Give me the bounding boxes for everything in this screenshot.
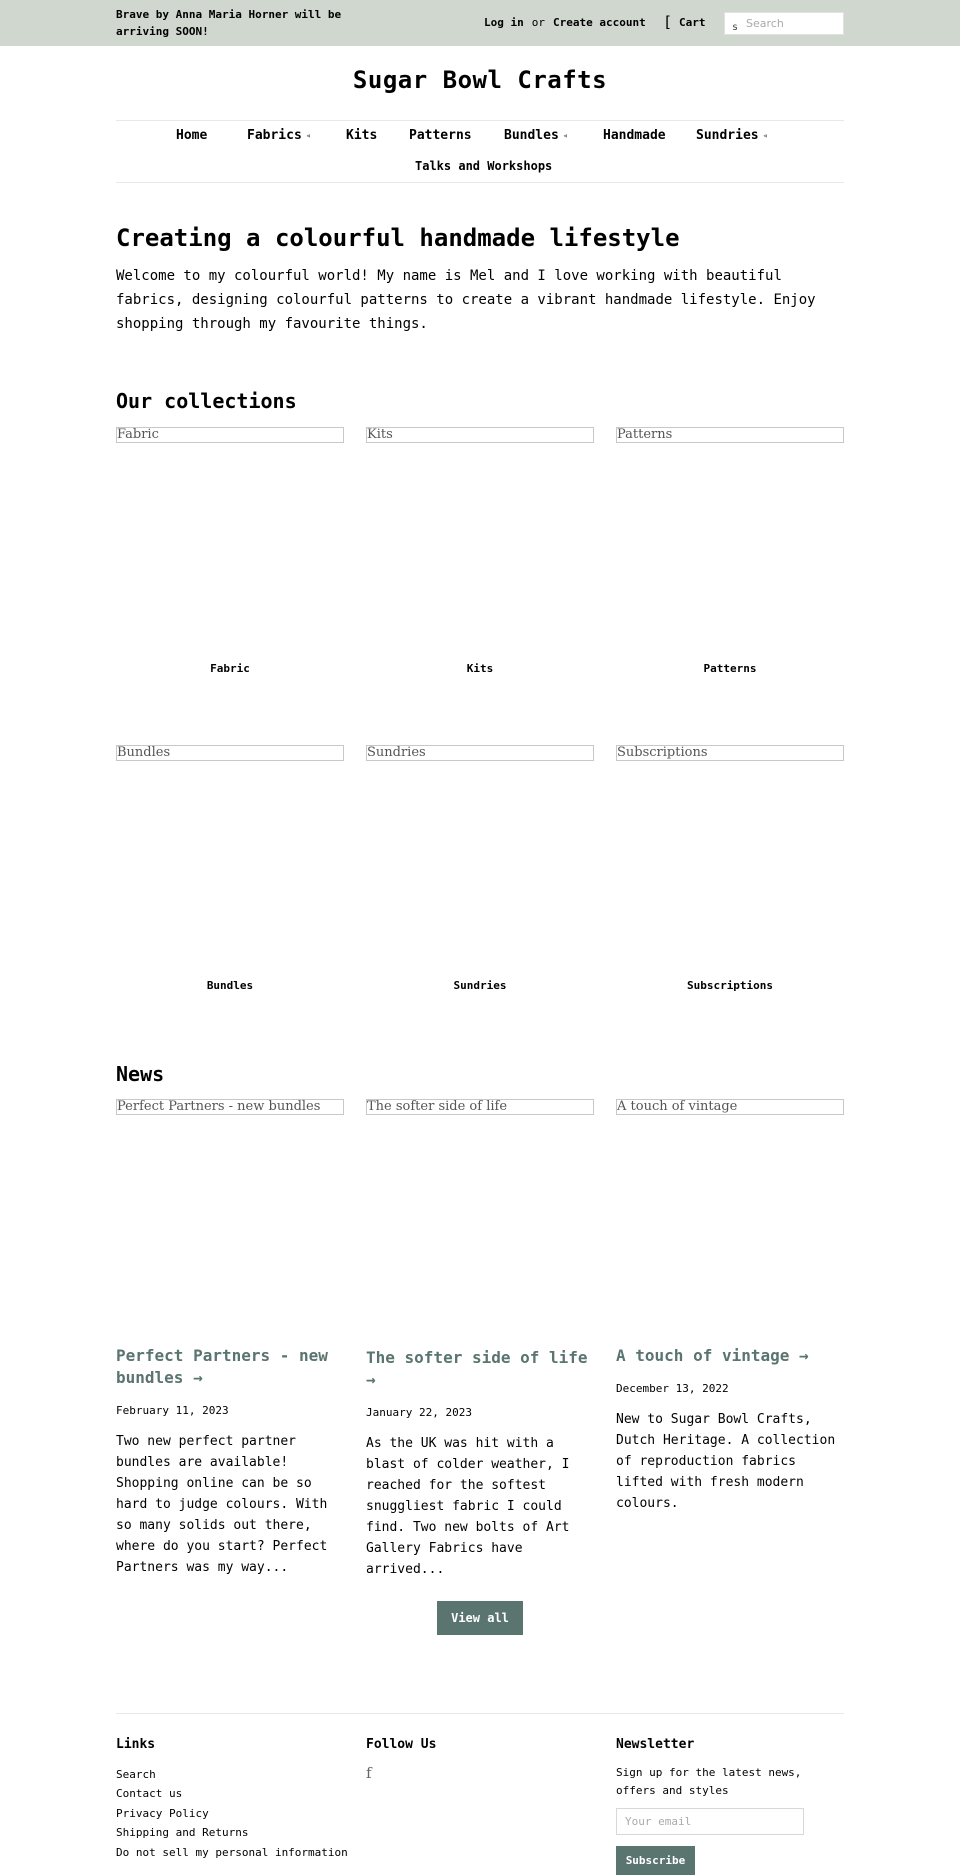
- account-links: [484, 16, 646, 29]
- collection-title-patterns[interactable]: Patterns: [703, 662, 757, 675]
- collection-title-fabric[interactable]: Fabric: [210, 662, 250, 675]
- post-title-link[interactable]: The softer side of life →: [366, 1348, 588, 1389]
- collection-image-patterns[interactable]: Patterns: [616, 427, 844, 443]
- nav-item-home[interactable]: Home: [176, 128, 208, 143]
- post-image[interactable]: The softer side of life: [366, 1099, 594, 1115]
- footer-link-do-not-sell[interactable]: Do not sell my personal information: [116, 1846, 348, 1859]
- announcement-text[interactable]: Brave by Anna Maria Horner will be arriving SOON!: [116, 8, 342, 38]
- search-input[interactable]: [746, 13, 842, 33]
- footer-link-shipping-returns[interactable]: Shipping and Returns: [116, 1826, 249, 1839]
- newsletter-text: Sign up for the latest news, offers and styles: [616, 1766, 802, 1797]
- login-link[interactable]: Log in: [484, 16, 524, 29]
- nav-divider-top: [116, 120, 844, 121]
- nav-item-fabrics[interactable]: Fabrics ◃: [247, 128, 311, 143]
- site-title[interactable]: Sugar Bowl Crafts: [352, 66, 608, 94]
- collection-image-kits[interactable]: Kits: [366, 427, 594, 443]
- footer-link-privacy-policy[interactable]: Privacy Policy: [116, 1807, 209, 1820]
- search-icon[interactable]: s: [732, 22, 739, 33]
- post-date: December 13, 2022: [616, 1382, 729, 1395]
- post-excerpt: New to Sugar Bowl Crafts, Dutch Heritage. A collection of reproduction fabrics lifted with fresh modern colours.: [616, 1412, 836, 1511]
- footer-links-heading: Links: [116, 1737, 156, 1752]
- post-title-link[interactable]: Perfect Partners - new bundles →: [116, 1346, 328, 1387]
- news-heading: News: [116, 1062, 165, 1086]
- footer-newsletter-heading: Newsletter: [616, 1737, 695, 1752]
- collection-title-kits[interactable]: Kits: [466, 662, 494, 675]
- intro-heading: Creating a colourful handmade lifestyle: [116, 224, 680, 252]
- post-image[interactable]: A touch of vintage: [616, 1099, 844, 1115]
- email-field[interactable]: [616, 1808, 804, 1835]
- nav-divider-bottom: [116, 182, 844, 183]
- collection-title-bundles[interactable]: Bundles: [206, 979, 254, 992]
- view-all-button[interactable]: View all: [437, 1601, 523, 1635]
- chevron-left-icon: ◃: [562, 131, 568, 140]
- post-title-link[interactable]: A touch of vintage →: [616, 1346, 809, 1365]
- post-image[interactable]: Perfect Partners - new bundles: [116, 1099, 344, 1115]
- footer-divider: [116, 1713, 844, 1714]
- collection-image-subscriptions[interactable]: Subscriptions: [616, 745, 844, 761]
- nav-item-handmade[interactable]: Handmade: [603, 128, 666, 143]
- nav-item-talks-and-workshops[interactable]: Talks and Workshops: [415, 159, 553, 173]
- post-excerpt: Two new perfect partner bundles are available! Shopping online can be so hard to judge colours. With so many solids out there, where do you start? Perfect Partners was my way...: [116, 1434, 328, 1575]
- nav-item-kits[interactable]: Kits: [346, 128, 378, 143]
- collections-heading: Our collections: [116, 389, 297, 413]
- cart-icon[interactable]: [: [663, 13, 673, 31]
- collection-title-sundries[interactable]: Sundries: [453, 979, 507, 992]
- post-date: January 22, 2023: [366, 1406, 472, 1419]
- collection-image-sundries[interactable]: Sundries: [366, 745, 594, 761]
- or-separator: or: [531, 16, 545, 29]
- chevron-left-icon: ◃: [762, 131, 768, 140]
- intro-text: Welcome to my colourful world! My name is Mel and I love working with beautiful fabrics, designing colourful patterns to create a vibrant handmade lifestyle. Enjoy shopping through my favourite things.: [116, 268, 816, 332]
- post-date: February 11, 2023: [116, 1404, 229, 1417]
- collection-image-fabric[interactable]: Fabric: [116, 427, 344, 443]
- facebook-icon[interactable]: f: [366, 1764, 372, 1782]
- nav-item-bundles[interactable]: Bundles ◃: [504, 128, 568, 143]
- collection-image-bundles[interactable]: Bundles: [116, 745, 344, 761]
- footer-link-search[interactable]: Search: [116, 1768, 156, 1781]
- post-excerpt: As the UK was hit with a blast of colder weather, I reached for the softest snuggliest fabric I could find. Two new bolts of Art Gallery Fabrics have arrived...: [366, 1436, 570, 1577]
- cart-link[interactable]: Cart: [679, 16, 706, 29]
- footer-link-contact[interactable]: Contact us: [116, 1787, 183, 1800]
- chevron-left-icon: ◃: [305, 131, 311, 140]
- create-account-link[interactable]: Create account: [553, 16, 646, 29]
- nav-item-sundries[interactable]: Sundries ◃: [696, 128, 768, 143]
- nav-item-patterns[interactable]: Patterns: [409, 128, 472, 143]
- subscribe-button[interactable]: Subscribe: [616, 1846, 695, 1875]
- footer-follow-heading: Follow Us: [366, 1737, 437, 1752]
- collection-title-subscriptions[interactable]: Subscriptions: [686, 979, 774, 992]
